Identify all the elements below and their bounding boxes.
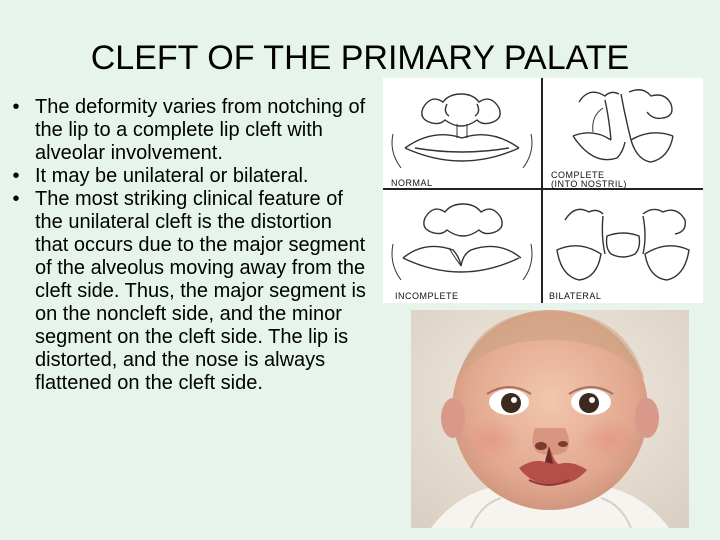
bullet-glyph: • — [12, 188, 20, 210]
bullet-text: The most striking clinical feature of the unilateral cleft is the distortion that occurs due to the major segment of the alveolus moving away from the cleft side. Thus, the major segment is on the noncleft side, and the minor segment on the cleft side. The lip is distorted, and the nose is always flattened on the cleft side. — [35, 188, 366, 394]
bullet-item — [6, 188, 368, 395]
normal-lip-illustration — [383, 78, 541, 188]
bullet-glyph: • — [12, 96, 20, 118]
diagram-cell-normal — [383, 78, 541, 188]
label-complete: COMPLETE — [551, 170, 605, 180]
bullet-glyph: • — [12, 165, 20, 187]
label-incomplete: INCOMPLETE — [395, 291, 459, 301]
label-normal: NORMAL — [391, 178, 433, 188]
infant-photo-illustration — [411, 310, 689, 528]
label-bilateral: BILATERAL — [549, 291, 602, 301]
incomplete-cleft-illustration — [383, 190, 541, 303]
bilateral-cleft-illustration — [543, 190, 703, 303]
bullet-item — [6, 96, 368, 165]
diagram-cell-complete — [543, 78, 703, 188]
bullet-list — [6, 96, 368, 395]
diagram-cell-bilateral — [543, 190, 703, 303]
infant-cleft-lip-photo — [411, 310, 689, 528]
cleft-types-diagram — [383, 78, 703, 303]
bullet-item — [6, 165, 368, 188]
diagram-cell-incomplete — [383, 190, 541, 303]
label-complete-sub: (INTO NOSTRIL) — [551, 179, 627, 189]
bullet-text: It may be unilateral or bilateral. — [35, 165, 309, 187]
slide-title: CLEFT OF THE PRIMARY PALATE — [90, 39, 630, 77]
bullet-text: The deformity varies from notching of the lip to a complete lip cleft with alveolar involvement. — [35, 96, 366, 164]
